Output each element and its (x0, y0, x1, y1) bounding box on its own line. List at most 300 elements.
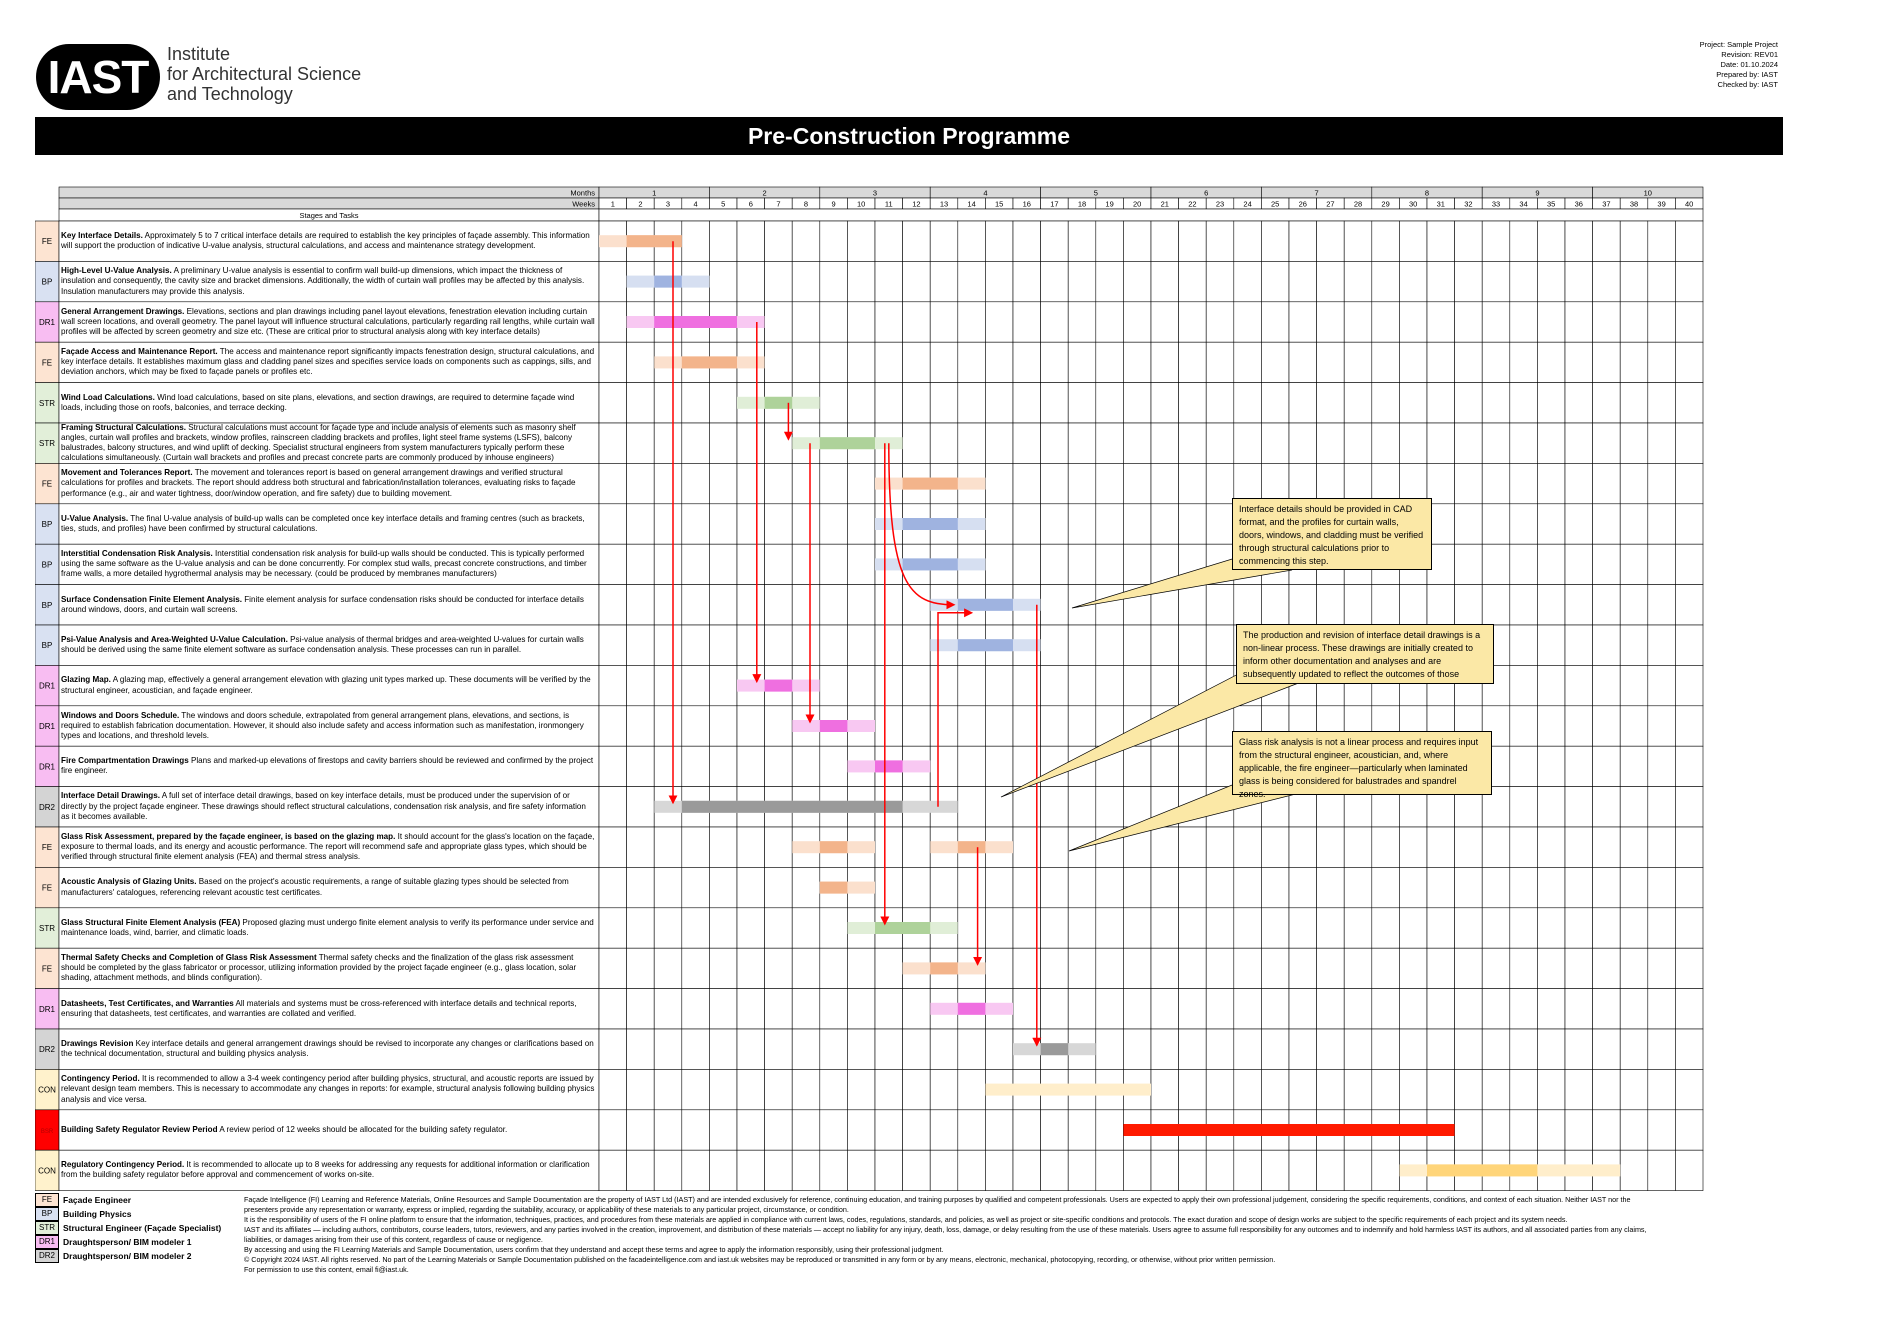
week-grid-cell (1455, 948, 1483, 988)
week-grid-cell (1261, 342, 1289, 382)
week-grid-cell (737, 746, 765, 786)
week-grid-cell (1151, 625, 1179, 665)
week-grid-cell (930, 1150, 958, 1190)
week-grid-cell (792, 989, 820, 1029)
week-grid-cell (792, 261, 820, 301)
week-grid-cell (1261, 585, 1289, 625)
week-grid-cell (1151, 908, 1179, 948)
week-grid-cell (1593, 463, 1621, 503)
task-description: The windows and doors schedule, extrapolated from general arrangement plans, elevations, and sections, is required to establish fabrication documentation. However, it should also include safety and access information such as manifestation, ironmongery types and locations, and threshold levels. (61, 710, 584, 741)
week-grid-cell (930, 746, 958, 786)
week-grid-cell (599, 706, 627, 746)
week-grid-cell (1482, 1069, 1510, 1109)
week-grid-cell (1510, 221, 1538, 261)
week-grid-cell (1565, 787, 1593, 827)
week-grid-cell (682, 948, 710, 988)
gantt-bar-core (903, 478, 958, 490)
institute-line-1: Institute (167, 44, 231, 64)
gantt-bar-core (958, 599, 1013, 611)
gantt-bar-core (820, 882, 848, 894)
week-grid-cell (1123, 302, 1151, 342)
week-grid-cell (1427, 383, 1455, 423)
week-grid-cell (985, 746, 1013, 786)
week-grid-cell (1041, 948, 1069, 988)
week-grid-cell (1675, 908, 1703, 948)
week-grid-cell (903, 261, 931, 301)
role-code: CON (38, 1166, 56, 1176)
week-grid-cell (1372, 261, 1400, 301)
week-grid-cell (1675, 625, 1703, 665)
week-grid-cell (1068, 302, 1096, 342)
week-grid-cell (1234, 867, 1262, 907)
week-grid-cell (1261, 908, 1289, 948)
week-grid-cell (1317, 948, 1345, 988)
week-grid-cell (1096, 1029, 1124, 1069)
week-grid-cell (682, 665, 710, 705)
week-grid-cell (1289, 989, 1317, 1029)
task-description: Plans and marked-up elevations of firestops and cavity barriers should be reviewed and confirmed by the project fire engineer. (61, 756, 594, 776)
gantt-svg (35, 0, 1785, 1324)
legend-item (35, 1207, 221, 1221)
week-grid-cell (1372, 302, 1400, 342)
week-grid-cell (1068, 867, 1096, 907)
week-grid-cell (1289, 302, 1317, 342)
week-grid-cell (1675, 463, 1703, 503)
week-grid-cell (765, 867, 793, 907)
week-grid-cell (1537, 423, 1565, 463)
week-grid-cell (1041, 585, 1069, 625)
week-grid-cell (1041, 989, 1069, 1029)
week-grid-cell (1123, 867, 1151, 907)
gantt-bar-core (820, 437, 875, 449)
week-grid-cell (1399, 383, 1427, 423)
role-code: BP (41, 600, 53, 610)
week-grid-cell (765, 989, 793, 1029)
week-grid-cell (737, 706, 765, 746)
task-title: Thermal Safety Checks and Completion of Glass Risk Assessment (61, 953, 317, 963)
week-grid-cell (1399, 908, 1427, 948)
week-grid-cell (1455, 1069, 1483, 1109)
week-grid-cell (1648, 585, 1676, 625)
week-grid-cell (1096, 423, 1124, 463)
week-grid-cell (737, 989, 765, 1029)
week-grid-cell (847, 1150, 875, 1190)
footnote-line: Façade Intelligence (FI) Learning and Reference Materials, Online Resources and Sample Documentation are the property of IAST Ltd (IAST) and are intended exclusively for reference, continuing education, and training purposes by qualified and competent professionals. Users are expected to apply their own professional judgement, considering the specific requirements, conditions, and context of each situation. Neither IAST nor the (244, 1195, 1631, 1204)
week-grid-cell (1648, 342, 1676, 382)
role-code: BSR (40, 1129, 54, 1135)
week-grid-cell (627, 989, 655, 1029)
week-grid-cell (985, 1150, 1013, 1190)
meta-date: Date: 01.10.2024 (1720, 60, 1778, 69)
week-grid-cell (765, 1150, 793, 1190)
week-grid-cell (1399, 423, 1427, 463)
week-grid-cell (1151, 1029, 1179, 1069)
task-description: It should account for the glass's location on the façade, exposure to thermal loads, and its energy and acoustic performance. The report will recommend safe and appropriate glass types, which should be verified through structural finite element analysis (FEA) and thermal stress analysis. (61, 831, 595, 862)
week-grid-cell (1565, 665, 1593, 705)
week-grid-cell (1206, 1029, 1234, 1069)
week-grid-cell (737, 827, 765, 867)
week-grid-cell (1013, 463, 1041, 503)
week-grid-cell (1593, 625, 1621, 665)
week-grid-cell (875, 1069, 903, 1109)
week-grid-cell (903, 383, 931, 423)
callout-note: Interface details should be provided in CAD format, and the profiles for curtain walls, doors, windows, and cladding must be verified through structural calculations prior to commencing this step. (1232, 498, 1432, 570)
week-grid-cell (1593, 867, 1621, 907)
week-grid-cell (1537, 544, 1565, 584)
week-grid-cell (1593, 302, 1621, 342)
week-grid-cell (1151, 423, 1179, 463)
week-grid-cell (1620, 585, 1648, 625)
role-code: BP (41, 520, 53, 529)
week-grid-cell (1510, 342, 1538, 382)
week-grid-cell (1261, 302, 1289, 342)
week-grid-cell (1041, 827, 1069, 867)
task-title: Façade Access and Maintenance Report. (61, 347, 218, 357)
week-grid-cell (765, 342, 793, 382)
week-grid-cell (847, 1069, 875, 1109)
week-grid-cell (1206, 302, 1234, 342)
week-grid-cell (930, 706, 958, 746)
week-grid-cell (654, 867, 682, 907)
week-grid-cell (1399, 989, 1427, 1029)
month-label: 2 (762, 188, 767, 198)
week-grid-cell (1565, 1029, 1593, 1069)
week-grid-cell (1537, 1110, 1565, 1150)
week-grid-cell (1096, 383, 1124, 423)
week-grid-cell (1013, 342, 1041, 382)
week-grid-cell (1482, 1029, 1510, 1069)
week-grid-cell (1123, 423, 1151, 463)
legend-name: Draughtsperson/ BIM modeler 2 (63, 1251, 192, 1261)
week-grid-cell (1593, 342, 1621, 382)
task-title: Glazing Map. (61, 675, 111, 685)
week-grid-cell (1123, 504, 1151, 544)
week-grid-cell (599, 665, 627, 705)
week-grid-cell (1261, 221, 1289, 261)
week-grid-cell (654, 746, 682, 786)
week-grid-cell (1565, 706, 1593, 746)
week-grid-cell (1344, 908, 1372, 948)
gantt-bar-core (1123, 1124, 1454, 1136)
week-grid-cell (1427, 867, 1455, 907)
week-grid-cell (1510, 989, 1538, 1029)
week-grid-cell (1482, 504, 1510, 544)
week-grid-cell (1565, 746, 1593, 786)
week-grid-cell (627, 867, 655, 907)
week-grid-cell (627, 342, 655, 382)
week-grid-cell (654, 1110, 682, 1150)
week-grid-cell (792, 342, 820, 382)
week-grid-cell (875, 665, 903, 705)
task-title: U-Value Analysis. (61, 513, 129, 523)
week-grid-cell (1096, 1110, 1124, 1150)
week-grid-cell (820, 1069, 848, 1109)
week-grid-cell (1593, 706, 1621, 746)
week-grid-cell (1344, 342, 1372, 382)
week-grid-cell (599, 989, 627, 1029)
week-grid-cell (627, 1069, 655, 1109)
week-grid-cell (737, 867, 765, 907)
week-grid-cell (1234, 1069, 1262, 1109)
week-grid-cell (1179, 423, 1207, 463)
week-grid-cell (1344, 423, 1372, 463)
week-grid-cell (1041, 463, 1069, 503)
role-code: STR (39, 924, 55, 933)
week-grid-cell (1482, 463, 1510, 503)
week-grid-cell (958, 706, 986, 746)
week-grid-cell (1510, 302, 1538, 342)
week-grid-cell (765, 948, 793, 988)
week-grid-cell (1179, 867, 1207, 907)
week-grid-cell (903, 989, 931, 1029)
week-grid-cell (903, 625, 931, 665)
week-grid-cell (682, 463, 710, 503)
week-grid-cell (1068, 1150, 1096, 1190)
task-title: Drawings Revision (61, 1038, 134, 1048)
task-description: Structural calculations must account for façade type and include analysis of elements such as masonry shelf angles, curtain wall profiles and brackets, window profiles, rainscreen cladding brackets and profiles, light steel frame systems (LSFS), balcony balustrades, balcony structures, and wind uplift of decking. Specialist structural engineers from system manufacturers typically perform these calculations simultaneously. (Curtain wall brackets and profiles and precast concrete parts are commonly produced by inhouse engineers) (61, 424, 576, 463)
week-grid-cell (1179, 989, 1207, 1029)
month-label: 1 (652, 188, 657, 198)
week-grid-cell (1151, 746, 1179, 786)
role-code: BP (41, 560, 53, 570)
week-label: 40 (1685, 199, 1694, 209)
week-grid-cell (1179, 261, 1207, 301)
week-grid-cell (1427, 423, 1455, 463)
week-grid-cell (1537, 706, 1565, 746)
week-grid-cell (1013, 423, 1041, 463)
week-grid-cell (1096, 867, 1124, 907)
week-grid-cell (1234, 383, 1262, 423)
week-grid-cell (985, 908, 1013, 948)
week-grid-cell (1482, 827, 1510, 867)
months-label: Months (570, 188, 595, 198)
gantt-bar-core (903, 518, 958, 530)
task-row (35, 908, 1703, 948)
week-grid-cell (1593, 1069, 1621, 1109)
week-grid-cell (1510, 867, 1538, 907)
meta-checked: Checked by: IAST (1717, 80, 1778, 89)
week-grid-cell (1455, 585, 1483, 625)
week-grid-cell (1593, 989, 1621, 1029)
week-grid-cell (1234, 342, 1262, 382)
week-grid-cell (1455, 1110, 1483, 1150)
task-row (35, 948, 1703, 988)
week-grid-cell (1041, 665, 1069, 705)
week-label: 27 (1326, 199, 1335, 209)
week-grid-cell (1096, 585, 1124, 625)
week-grid-cell (627, 504, 655, 544)
week-label: 31 (1436, 199, 1445, 209)
week-grid-cell (1510, 625, 1538, 665)
week-grid-cell (1455, 302, 1483, 342)
week-grid-cell (599, 625, 627, 665)
gantt-bar-core (1041, 1043, 1069, 1055)
stages-blank-cell (599, 209, 1703, 221)
week-grid-cell (792, 1069, 820, 1109)
week-grid-cell (709, 625, 737, 665)
week-grid-cell (1648, 665, 1676, 705)
month-label: 3 (872, 188, 878, 198)
week-grid-cell (1179, 1029, 1207, 1069)
week-grid-cell (820, 302, 848, 342)
week-grid-cell (1151, 989, 1179, 1029)
week-grid-cell (599, 1029, 627, 1069)
week-grid-cell (903, 1069, 931, 1109)
week-grid-cell (627, 423, 655, 463)
week-grid-cell (1179, 1069, 1207, 1109)
gantt-bar-core (682, 801, 903, 813)
week-grid-cell (847, 302, 875, 342)
week-grid-cell (847, 625, 875, 665)
week-grid-cell (792, 221, 820, 261)
week-grid-cell (875, 948, 903, 988)
task-row (35, 463, 1703, 503)
week-grid-cell (737, 261, 765, 301)
week-label: 1 (610, 199, 615, 209)
task-description: Psi-value analysis of thermal bridges and area-weighted U-values for curtain walls should be derived using the same finite element software as surface condensation analysis. These processes can run in parallel. (61, 634, 584, 655)
task-description: Thermal safety checks and the finalization of the glass risk assessment should be completed by the glass fabricator or processor, utilizing information provided by the project façade engineer (e.g., glass location, solar shading, attachment methods, and blinds configuration). (61, 953, 577, 983)
legend-item (35, 1193, 221, 1207)
week-grid-cell (627, 746, 655, 786)
week-grid-cell (847, 989, 875, 1029)
task-title: Interface Detail Drawings. (61, 791, 160, 801)
week-grid-cell (1620, 463, 1648, 503)
week-grid-cell (654, 1069, 682, 1109)
week-grid-cell (1372, 867, 1400, 907)
week-grid-cell (1593, 948, 1621, 988)
role-code: DR1 (38, 722, 56, 731)
week-grid-cell (599, 867, 627, 907)
week-grid-cell (820, 746, 848, 786)
week-grid-cell (1620, 746, 1648, 786)
week-grid-cell (1151, 302, 1179, 342)
week-grid-cell (1510, 383, 1538, 423)
week-grid-cell (958, 383, 986, 423)
meta-project: Project: Sample Project (1699, 40, 1778, 49)
week-grid-cell (1399, 342, 1427, 382)
week-grid-cell (1068, 625, 1096, 665)
page-title: Pre-Construction Programme (35, 117, 1783, 155)
footnote-line: By accessing and using the FI Learning Materials and Sample Documentation, users confirm that they understand and accept these terms and agree to apply the information responsibly, using their professional judgment. (244, 1245, 944, 1254)
week-grid-cell (792, 746, 820, 786)
week-grid-cell (1399, 948, 1427, 988)
week-grid-cell (1510, 948, 1538, 988)
week-grid-cell (1620, 504, 1648, 544)
meta-prepared: Prepared by: IAST (1716, 70, 1778, 79)
week-grid-cell (709, 504, 737, 544)
week-grid-cell (1096, 787, 1124, 827)
task-row (35, 261, 1703, 301)
week-grid-cell (1013, 1110, 1041, 1150)
week-grid-cell (1234, 1029, 1262, 1069)
week-grid-cell (1041, 504, 1069, 544)
week-grid-cell (737, 221, 765, 261)
week-grid-cell (1179, 463, 1207, 503)
week-grid-cell (1344, 989, 1372, 1029)
week-grid-cell (1096, 544, 1124, 584)
task-title: Regulatory Contingency Period. (61, 1160, 185, 1170)
week-label: 13 (939, 199, 949, 209)
week-grid-cell (1372, 989, 1400, 1029)
task-title: Datasheets, Test Certificates, and Warranties (61, 998, 234, 1008)
week-grid-cell (1565, 948, 1593, 988)
week-grid-cell (1041, 342, 1069, 382)
week-grid-cell (847, 221, 875, 261)
week-grid-cell (1537, 302, 1565, 342)
week-grid-cell (1537, 261, 1565, 301)
week-grid-cell (627, 827, 655, 867)
week-grid-cell (682, 827, 710, 867)
week-grid-cell (682, 706, 710, 746)
gantt-bar-core (958, 1003, 986, 1015)
week-grid-cell (1096, 625, 1124, 665)
week-grid-cell (1565, 989, 1593, 1029)
week-grid-cell (1675, 383, 1703, 423)
week-grid-cell (599, 827, 627, 867)
role-code: FE (41, 883, 53, 893)
week-grid-cell (1041, 787, 1069, 827)
week-grid-cell (1510, 1029, 1538, 1069)
week-grid-cell (1593, 544, 1621, 584)
task-title: Interstitial Condensation Risk Analysis. (61, 549, 213, 559)
week-grid-cell (1206, 908, 1234, 948)
week-grid-cell (1344, 585, 1372, 625)
week-grid-cell (792, 1150, 820, 1190)
week-label: 6 (748, 199, 753, 209)
week-grid-cell (599, 1150, 627, 1190)
week-grid-cell (1317, 1150, 1345, 1190)
week-grid-cell (985, 1029, 1013, 1069)
week-grid-cell (682, 585, 710, 625)
week-grid-cell (1675, 1150, 1703, 1190)
week-grid-cell (1372, 585, 1400, 625)
week-grid-cell (1068, 544, 1096, 584)
week-grid-cell (1675, 423, 1703, 463)
week-grid-cell (765, 463, 793, 503)
task-row (35, 827, 1703, 867)
week-label: 3 (665, 199, 671, 209)
week-grid-cell (820, 221, 848, 261)
week-grid-cell (737, 544, 765, 584)
week-grid-cell (1041, 625, 1069, 665)
week-grid-cell (820, 585, 848, 625)
week-grid-cell (1675, 989, 1703, 1029)
week-grid-cell (958, 423, 986, 463)
week-grid-cell (1068, 342, 1096, 382)
task-row (35, 383, 1703, 423)
week-grid-cell (820, 504, 848, 544)
task-row (35, 1029, 1703, 1069)
week-grid-cell (1206, 504, 1234, 544)
week-grid-cell (1593, 504, 1621, 544)
week-grid-cell (1510, 908, 1538, 948)
week-grid-cell (1620, 867, 1648, 907)
week-grid-cell (737, 585, 765, 625)
week-grid-cell (1565, 908, 1593, 948)
week-grid-cell (1179, 948, 1207, 988)
week-grid-cell (765, 544, 793, 584)
week-grid-cell (1537, 867, 1565, 907)
week-grid-cell (1013, 1150, 1041, 1190)
week-grid-cell (709, 463, 737, 503)
stages-label: Stages and Tasks (299, 211, 359, 220)
week-grid-cell (847, 463, 875, 503)
week-grid-cell (1317, 827, 1345, 867)
week-grid-cell (1344, 221, 1372, 261)
week-grid-cell (1041, 423, 1069, 463)
week-grid-cell (1151, 1069, 1179, 1109)
week-grid-cell (1620, 544, 1648, 584)
